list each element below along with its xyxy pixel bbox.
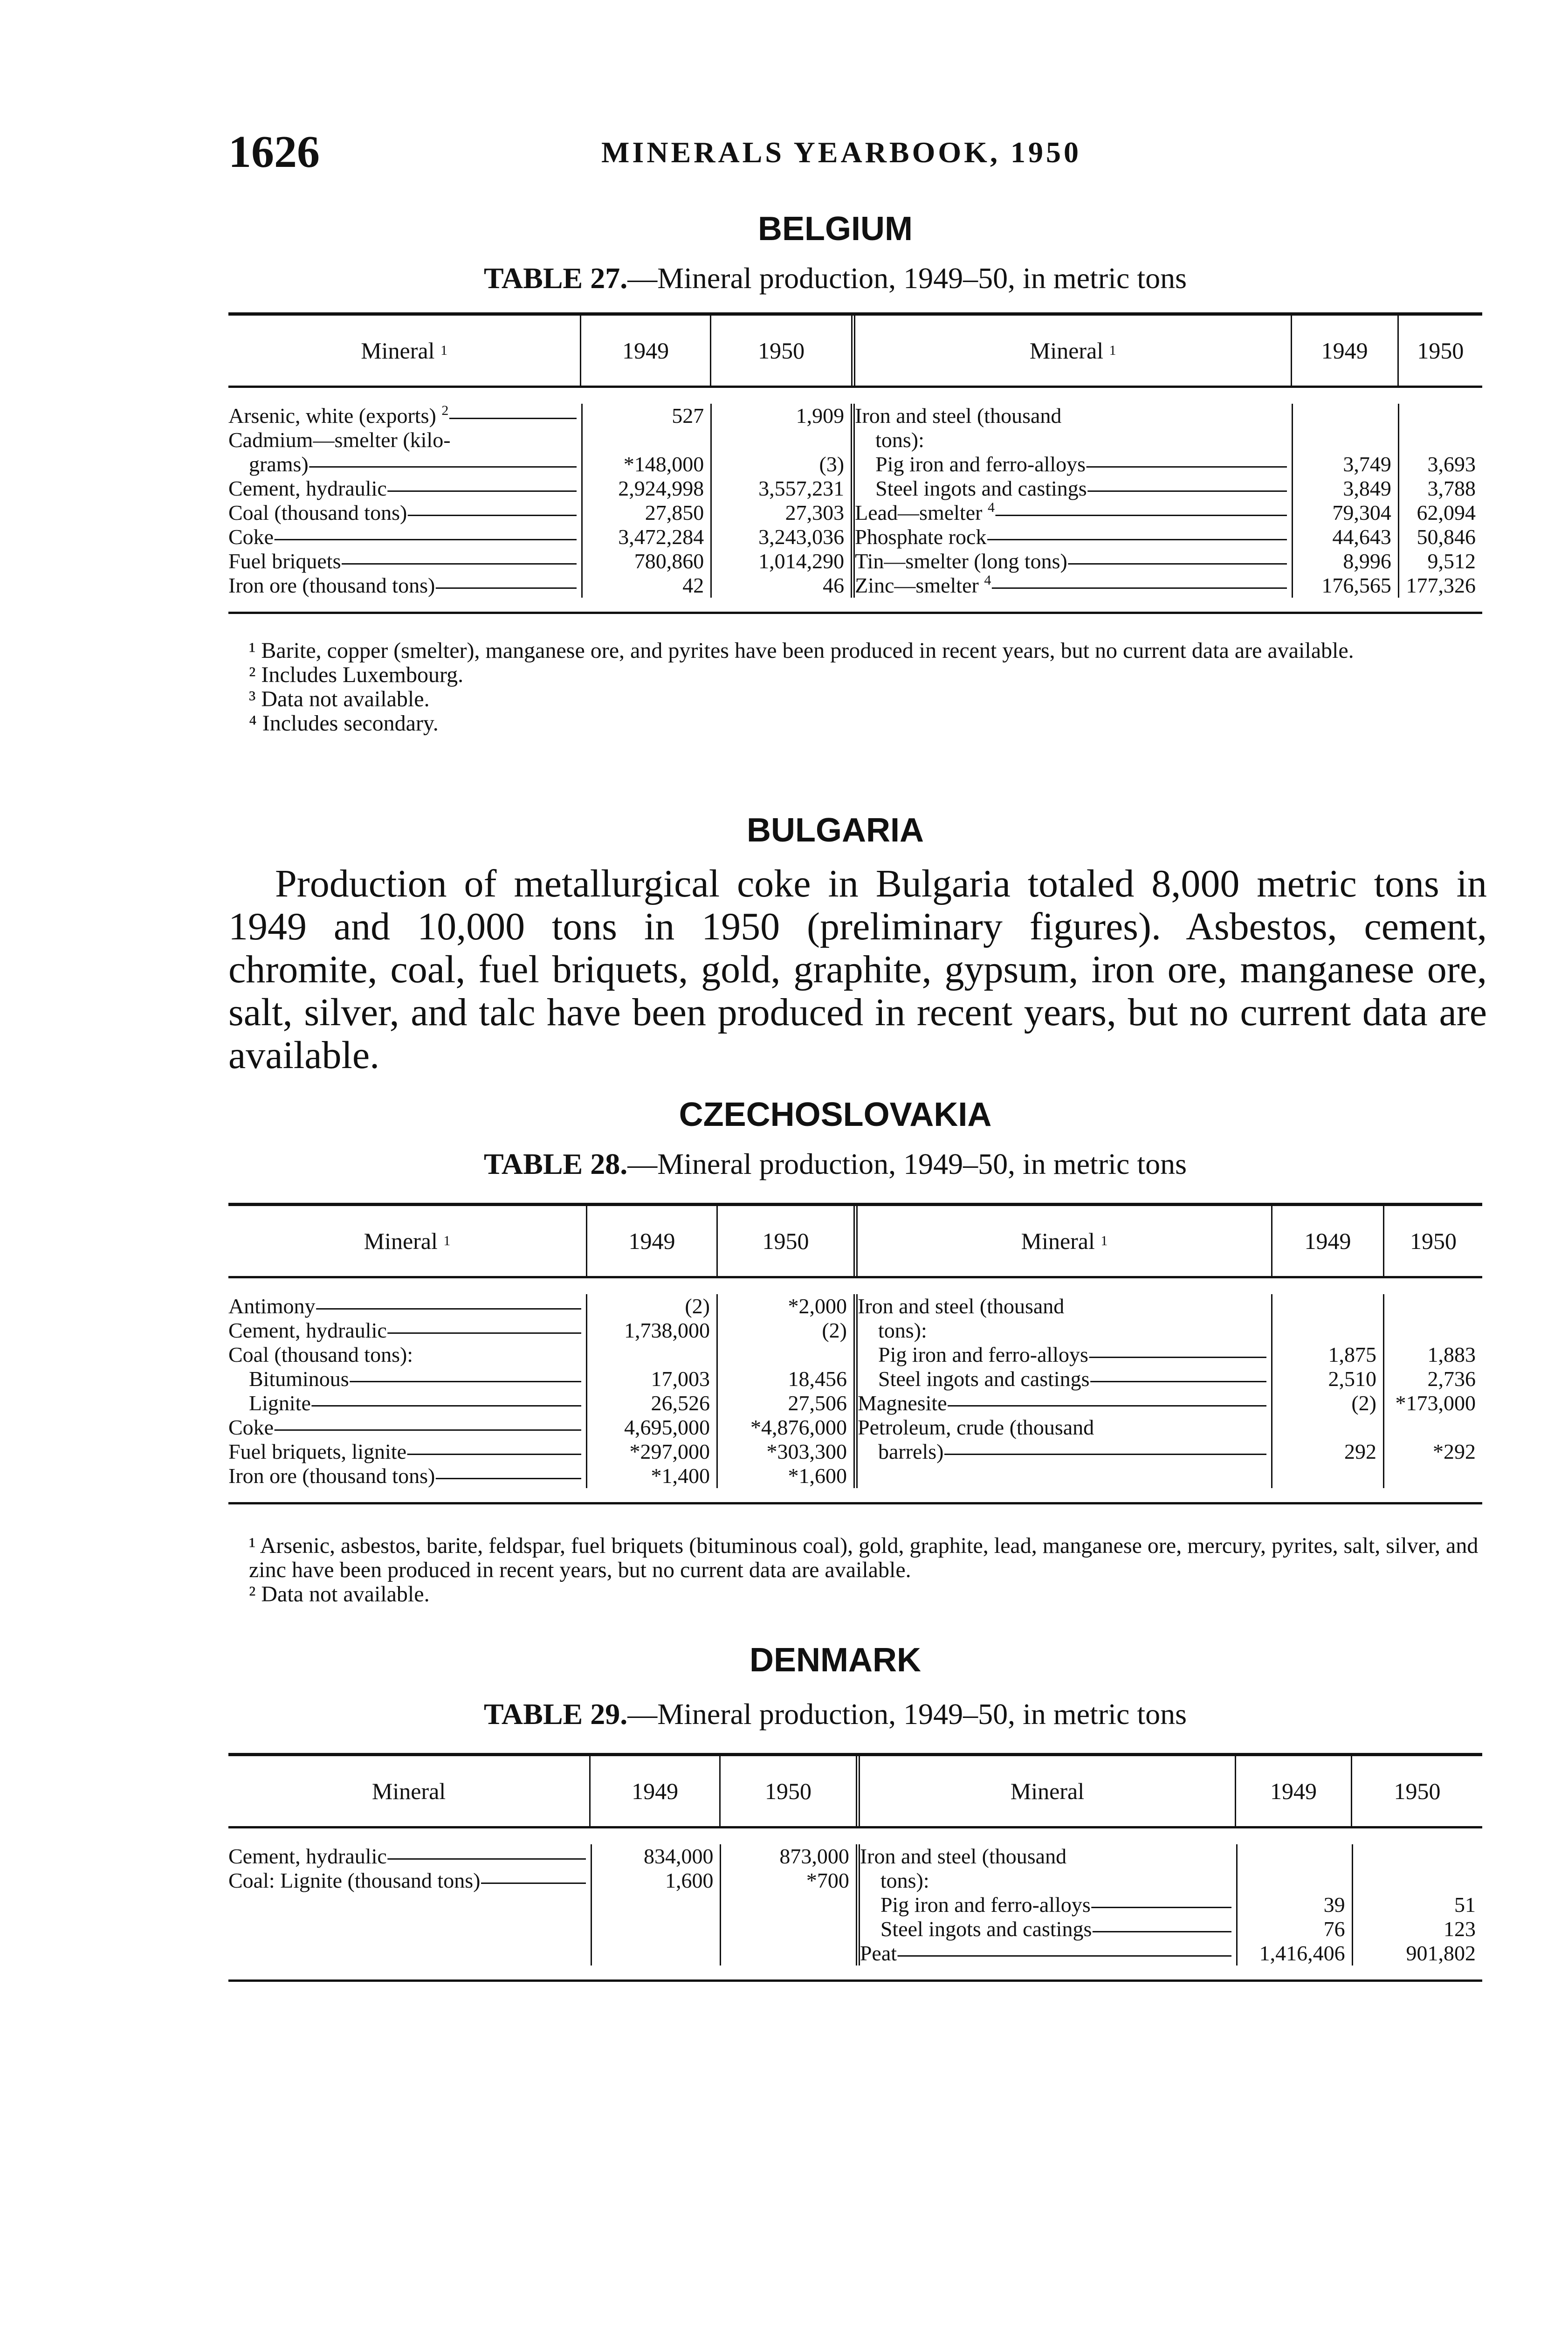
value-cell: 527: [672, 404, 704, 428]
table-header: [228, 1756, 1482, 1828]
table-header: [228, 316, 1482, 388]
value-cell: [592, 1893, 720, 1917]
value-cell: 3,243,036: [758, 525, 845, 549]
dot-leader: [316, 1294, 581, 1318]
year-1950-header-text: 1950: [765, 1778, 812, 1804]
value-cell: 2,510: [1328, 1367, 1376, 1391]
value-cell: 2,924,998: [618, 476, 704, 500]
year-1950-header: [721, 1756, 860, 1826]
dot-leader: [1088, 1343, 1266, 1367]
table-28-label: TABLE 28.: [483, 1147, 628, 1180]
value-cell: 3,693: [1427, 452, 1476, 476]
mineral-header-text: Mineral: [364, 1228, 438, 1254]
value-cell: 1,875: [1328, 1343, 1376, 1366]
right-column-v1950: [1399, 404, 1482, 598]
mineral-label-row: [228, 549, 577, 573]
value-cell: 1,738,000: [624, 1318, 710, 1342]
mineral-label-row: [860, 1941, 1231, 1965]
value-cell: [1399, 404, 1482, 428]
value-cell: 3,472,284: [618, 525, 704, 549]
left-column-label: [228, 404, 583, 598]
mineral-label: Fuel briquets: [228, 549, 341, 573]
value-cell: [721, 1941, 855, 1965]
mineral-label-row: [228, 1294, 581, 1318]
year-1950-header: [718, 1206, 858, 1276]
value-cell: [712, 428, 851, 452]
year-1950-header-text: 1950: [1394, 1778, 1441, 1804]
footnote-ref: 1: [1100, 1233, 1108, 1248]
bulgaria-paragraph: [228, 862, 1487, 1077]
table-bottom-rule: [228, 612, 1482, 614]
mineral-label: Cadmium—smelter (kilo-: [228, 428, 451, 452]
table-27-footnotes: [228, 639, 1487, 736]
dot-leader: [947, 1391, 1266, 1415]
dot-leader: [309, 452, 577, 476]
dot-leader: [1092, 1917, 1231, 1941]
year-1950-header: [1399, 316, 1482, 386]
table-29-caption: —Mineral production, 1949–50, in metric tons: [627, 1697, 1187, 1731]
mineral-label: Steel ingots and castings: [880, 1917, 1092, 1941]
mineral-label-row: [228, 476, 577, 501]
dot-leader: [407, 501, 577, 525]
mineral-label-row: [228, 501, 577, 525]
value-cell: 3,849: [1343, 476, 1391, 500]
value-cell: [1384, 1464, 1482, 1488]
dot-leader: [1090, 1367, 1266, 1391]
value-cell: 76: [1323, 1917, 1345, 1941]
value-cell: *1,600: [788, 1464, 847, 1488]
dot-leader: [311, 1391, 581, 1415]
denmark-heading: DENMARK: [750, 1641, 921, 1679]
dot-leader: [435, 1464, 581, 1488]
mineral-label-row: [858, 1415, 1266, 1440]
mineral-label: Iron ore (thousand tons): [228, 573, 435, 597]
value-cell: [1272, 1294, 1383, 1318]
value-cell: *148,000: [623, 452, 704, 476]
mineral-label-row: [860, 1917, 1231, 1941]
year-1950-header: [1352, 1756, 1482, 1826]
left-column-v1949: [592, 1844, 721, 1965]
mineral-label-row: [228, 1941, 586, 1965]
mineral-label-row: [228, 1318, 581, 1343]
value-cell: 9,512: [1427, 549, 1476, 573]
value-cell: 177,326: [1406, 573, 1476, 597]
value-cell: 4,695,000: [624, 1415, 710, 1439]
right-column-label: [860, 1844, 1238, 1965]
mineral-label: Pig iron and ferro-alloys: [878, 1343, 1088, 1366]
dot-leader: [1091, 1893, 1231, 1917]
footnote-ref: 1: [1109, 343, 1116, 358]
mineral-label-row: [228, 1391, 581, 1415]
mineral-label-row: [228, 573, 577, 598]
dot-leader: [448, 404, 577, 428]
mineral-label-row: [228, 428, 577, 452]
value-cell: 51: [1454, 1893, 1476, 1917]
value-cell: 834,000: [643, 1844, 714, 1868]
mineral-label-row: [228, 1844, 586, 1869]
right-column-v1950: [1384, 1294, 1482, 1488]
value-cell: 18,456: [788, 1367, 847, 1391]
value-cell: [1293, 428, 1398, 452]
left-column-v1949: [583, 404, 712, 598]
mineral-label: Coke: [228, 525, 274, 549]
czechoslovakia-heading: CZECHOSLOVAKIA: [679, 1096, 992, 1133]
mineral-label-row: [858, 1440, 1266, 1464]
right-column-v1950: [1353, 1844, 1482, 1965]
value-cell: 780,860: [634, 549, 704, 573]
value-cell: (3): [819, 452, 845, 476]
mineral-label: Antimony: [228, 1294, 316, 1318]
right-column-label: [855, 404, 1293, 598]
value-cell: [592, 1917, 720, 1941]
value-cell: 1,600: [665, 1869, 714, 1892]
mineral-label-row: [228, 1415, 581, 1440]
mineral-label-row: [228, 1869, 586, 1893]
mineral-label-row: [228, 1464, 581, 1488]
table-27-caption: —Mineral production, 1949–50, in metric tons: [627, 262, 1187, 295]
mineral-label-row: [858, 1367, 1266, 1391]
mineral-header: [228, 1756, 591, 1826]
value-cell: [721, 1893, 855, 1917]
value-cell: [1353, 1869, 1482, 1893]
dot-leader: [387, 476, 577, 501]
dot-leader: [274, 1415, 581, 1440]
mineral-label: Lignite: [249, 1391, 311, 1415]
left-column-v1950: [712, 404, 855, 598]
value-cell: 39: [1323, 1893, 1345, 1917]
dot-leader: [995, 501, 1287, 525]
mineral-header: [855, 316, 1292, 386]
mineral-label: barrels): [878, 1440, 944, 1463]
mineral-label-row: [860, 1869, 1231, 1893]
mineral-label: Arsenic, white (exports): [228, 404, 436, 428]
value-cell: 292: [1344, 1440, 1376, 1463]
value-cell: (2): [685, 1294, 710, 1318]
value-cell: 62,094: [1417, 501, 1476, 524]
year-1949-header-text: 1949: [1321, 338, 1368, 364]
value-cell: [1399, 428, 1482, 452]
dot-leader: [480, 1869, 586, 1893]
value-cell: [1272, 1415, 1383, 1440]
value-cell: 1,014,290: [758, 549, 845, 573]
value-cell: [1384, 1294, 1482, 1318]
value-cell: *173,000: [1395, 1391, 1476, 1415]
year-1950-header-text: 1950: [758, 338, 805, 364]
mineral-label: Zinc—smelter: [855, 573, 979, 597]
mineral-label-row: [855, 573, 1287, 598]
mineral-label: Steel ingots and castings: [878, 1367, 1090, 1391]
value-cell: *4,876,000: [750, 1415, 847, 1439]
footnote: ⁴ Includes secondary.: [249, 711, 439, 736]
value-cell: [1384, 1318, 1482, 1343]
value-cell: *2,000: [788, 1294, 847, 1318]
mineral-label-row: [228, 1440, 581, 1464]
value-cell: 44,643: [1332, 525, 1391, 549]
year-1949-header: [591, 1756, 721, 1826]
mineral-label-row: [228, 1343, 581, 1367]
footnote-ref: 1: [443, 1233, 451, 1248]
year-1950-header-text: 1950: [1417, 338, 1464, 364]
value-cell: 79,304: [1332, 501, 1391, 524]
dot-leader: [435, 573, 577, 598]
year-1949-header-text: 1949: [1304, 1228, 1351, 1254]
mineral-label: Iron and steel (thousand: [858, 1294, 1065, 1318]
mineral-header-text: Mineral: [1021, 1228, 1095, 1254]
value-cell: 901,802: [1406, 1941, 1476, 1965]
value-cell: 176,565: [1321, 573, 1391, 597]
value-cell: 27,850: [645, 501, 704, 524]
footnote-ref: 1: [440, 343, 447, 358]
mineral-label-row: [855, 476, 1287, 501]
mineral-label: Cement, hydraulic: [228, 1318, 387, 1342]
dot-leader: [1087, 476, 1287, 501]
footnote-ref: 2: [441, 404, 449, 418]
value-cell: (2): [1351, 1391, 1376, 1415]
footnote: ³ Data not available.: [249, 687, 430, 711]
value-cell: *700: [806, 1869, 849, 1892]
value-cell: 1,883: [1427, 1343, 1476, 1366]
value-cell: *303,300: [766, 1440, 847, 1463]
bulgaria-text: Production of metallurgical coke in Bulgaria totaled 8,000 metric tons in 1949 and 10,000 tons in 1950 (preliminary figures). Asbestos, cement, chromite, coal, fuel briquets, gold, graphite, gypsum, iron ore, manganese ore, salt, silver, and talc have been produced in recent years, but no current data are available.: [228, 862, 1487, 1077]
table-bottom-rule: [228, 1979, 1482, 1982]
value-cell: 3,788: [1427, 476, 1476, 500]
dot-leader: [1086, 452, 1287, 476]
right-column-label: [858, 1294, 1272, 1488]
value-cell: 8,996: [1343, 549, 1391, 573]
table-29-label: TABLE 29.: [483, 1697, 628, 1731]
table-29: [228, 1753, 1482, 1982]
left-column-label: [228, 1844, 592, 1965]
value-cell: 2,736: [1427, 1367, 1476, 1391]
mineral-label-row: [855, 501, 1287, 525]
mineral-label-row: [855, 525, 1287, 549]
value-cell: 3,749: [1343, 452, 1391, 476]
mineral-label: Bituminous: [249, 1367, 349, 1391]
value-cell: *292: [1433, 1440, 1476, 1463]
dot-leader: [991, 573, 1287, 598]
footnote: ¹ Arsenic, asbestos, barite, feldspar, fuel briquets (bituminous coal), gold, graphite, lead, manganese ore, mercury, pyrites, salt, silver, and zinc have been produced in recent years, but no current data are available.: [249, 1533, 1479, 1582]
dot-leader: [986, 525, 1287, 549]
table-29-title: [0, 1697, 1568, 1731]
value-cell: [1238, 1869, 1352, 1893]
table-27: [228, 312, 1482, 614]
value-cell: [1293, 404, 1398, 428]
mineral-label: grams): [249, 452, 309, 476]
footnote-ref: 4: [987, 501, 995, 515]
mineral-label: Peat: [860, 1941, 897, 1965]
mineral-label-row: [855, 452, 1287, 476]
mineral-label: Magnesite: [858, 1391, 947, 1415]
mineral-label-row: [228, 525, 577, 549]
value-cell: [592, 1941, 720, 1965]
mineral-header: [860, 1756, 1236, 1826]
left-column-v1950: [718, 1294, 858, 1488]
year-1949-header: [581, 316, 711, 386]
table-28-footnotes: [228, 1534, 1487, 1607]
year-1950-header: [711, 316, 855, 386]
value-cell: [1353, 1844, 1482, 1869]
mineral-label: tons):: [878, 1318, 927, 1342]
page-number: 1626: [228, 127, 320, 177]
table-header: [228, 1206, 1482, 1278]
dot-leader: [341, 549, 577, 573]
value-cell: [1272, 1318, 1383, 1343]
mineral-label-row: [858, 1318, 1266, 1343]
mineral-label-row: [858, 1343, 1266, 1367]
value-cell: 26,526: [651, 1391, 710, 1415]
mineral-label: Iron ore (thousand tons): [228, 1464, 435, 1488]
year-1949-header: [1292, 316, 1399, 386]
mineral-label: Iron and steel (thousand: [855, 404, 1062, 428]
table-28-caption: —Mineral production, 1949–50, in metric tons: [627, 1147, 1187, 1180]
value-cell: 27,303: [785, 501, 845, 524]
running-head: MINERALS YEARBOOK, 1950: [601, 136, 1081, 169]
value-cell: 3,557,231: [758, 476, 845, 500]
mineral-label-row: [228, 1367, 581, 1391]
mineral-label: Coal: Lignite (thousand tons): [228, 1869, 481, 1892]
left-column-v1949: [587, 1294, 718, 1488]
table-28: [228, 1203, 1482, 1504]
footnote-ref: 4: [984, 573, 991, 588]
dot-leader: [943, 1440, 1266, 1464]
table-28-title: [0, 1147, 1568, 1181]
table-27-label: TABLE 27.: [483, 262, 628, 295]
table-body: [228, 388, 1482, 612]
left-column-v1950: [721, 1844, 860, 1965]
year-1950-header: [1384, 1206, 1482, 1276]
mineral-label-row: [228, 1893, 586, 1917]
left-column-label: [228, 1294, 587, 1488]
value-cell: 123: [1444, 1917, 1476, 1941]
value-cell: (2): [822, 1318, 847, 1342]
mineral-header-text: Mineral: [1029, 338, 1104, 364]
mineral-label-row: [855, 549, 1287, 573]
footnote: ² Data not available.: [249, 1582, 430, 1607]
mineral-label: Fuel briquets, lignite: [228, 1440, 407, 1463]
dot-leader: [349, 1367, 581, 1391]
table-body: [228, 1278, 1482, 1502]
mineral-label-row: [860, 1844, 1231, 1869]
value-cell: [1272, 1464, 1383, 1488]
year-1949-header: [587, 1206, 718, 1276]
mineral-header: [228, 1206, 587, 1276]
year-1949-header-text: 1949: [1270, 1778, 1317, 1804]
right-column-v1949: [1238, 1844, 1353, 1965]
table-27-title: [0, 261, 1568, 296]
footnote: ² Includes Luxembourg.: [249, 662, 464, 687]
value-cell: [718, 1343, 853, 1367]
value-cell: 42: [682, 573, 704, 597]
mineral-label: Cement, hydraulic: [228, 1844, 387, 1868]
table-bottom-rule: [228, 1502, 1482, 1504]
year-1949-header: [1236, 1756, 1352, 1826]
value-cell: [587, 1343, 716, 1367]
mineral-label-row: [228, 404, 577, 428]
mineral-label: Steel ingots and castings: [875, 476, 1087, 500]
dot-leader: [406, 1440, 581, 1464]
bulgaria-heading: BULGARIA: [747, 812, 924, 849]
value-cell: *297,000: [629, 1440, 710, 1463]
footnote: ¹ Barite, copper (smelter), manganese ore, and pyrites have been produced in recent years, but no current data are available.: [249, 638, 1354, 663]
mineral-label: Cement, hydraulic: [228, 476, 387, 500]
mineral-header-text: Mineral: [371, 1778, 446, 1804]
mineral-header: [858, 1206, 1272, 1276]
mineral-header: [228, 316, 581, 386]
mineral-label: Coke: [228, 1415, 274, 1439]
value-cell: 46: [823, 573, 845, 597]
mineral-label: Lead—smelter: [855, 501, 983, 524]
mineral-label-row: [858, 1294, 1266, 1318]
right-column-v1949: [1293, 404, 1399, 598]
value-cell: [721, 1917, 855, 1941]
year-1950-header-text: 1950: [762, 1228, 809, 1254]
mineral-label: Tin—smelter (long tons): [855, 549, 1067, 573]
dot-leader: [1067, 549, 1287, 573]
mineral-label-row: [860, 1893, 1231, 1917]
right-column-v1949: [1272, 1294, 1384, 1488]
year-1949-header-text: 1949: [622, 338, 669, 364]
mineral-label: tons):: [875, 428, 924, 452]
mineral-label: Iron and steel (thousand: [860, 1844, 1067, 1868]
table-body: [228, 1828, 1482, 1979]
value-cell: 17,003: [651, 1367, 710, 1391]
year-1949-header-text: 1949: [632, 1778, 679, 1804]
mineral-label: Petroleum, crude (thousand: [858, 1415, 1094, 1439]
mineral-label-row: [855, 428, 1287, 452]
mineral-header-text: Mineral: [361, 338, 435, 364]
dot-leader: [387, 1844, 586, 1869]
mineral-label: Pig iron and ferro-alloys: [880, 1893, 1091, 1917]
belgium-heading: BELGIUM: [758, 210, 913, 248]
value-cell: *1,400: [651, 1464, 710, 1488]
value-cell: 873,000: [779, 1844, 849, 1868]
dot-leader: [274, 525, 577, 549]
mineral-label-row: [858, 1391, 1266, 1415]
dot-leader: [897, 1941, 1231, 1965]
mineral-label: tons):: [880, 1869, 929, 1892]
mineral-label-row: [228, 1917, 586, 1941]
value-cell: 50,846: [1417, 525, 1476, 549]
dot-leader: [387, 1318, 581, 1343]
year-1950-header-text: 1950: [1410, 1228, 1457, 1254]
value-cell: [583, 428, 710, 452]
value-cell: [1384, 1415, 1482, 1440]
mineral-label: Coal (thousand tons):: [228, 1343, 413, 1366]
value-cell: 1,909: [796, 404, 845, 428]
mineral-label-row: [858, 1464, 1266, 1488]
mineral-label-row: [228, 452, 577, 476]
value-cell: [1238, 1844, 1352, 1869]
value-cell: 27,506: [788, 1391, 847, 1415]
mineral-label: Pig iron and ferro-alloys: [875, 452, 1086, 476]
mineral-label: Phosphate rock: [855, 525, 987, 549]
year-1949-header: [1272, 1206, 1384, 1276]
year-1949-header-text: 1949: [628, 1228, 675, 1254]
mineral-label-row: [855, 404, 1287, 428]
value-cell: 1,416,406: [1259, 1941, 1345, 1965]
mineral-label: Coal (thousand tons): [228, 501, 407, 524]
mineral-header-text: Mineral: [1010, 1778, 1085, 1804]
